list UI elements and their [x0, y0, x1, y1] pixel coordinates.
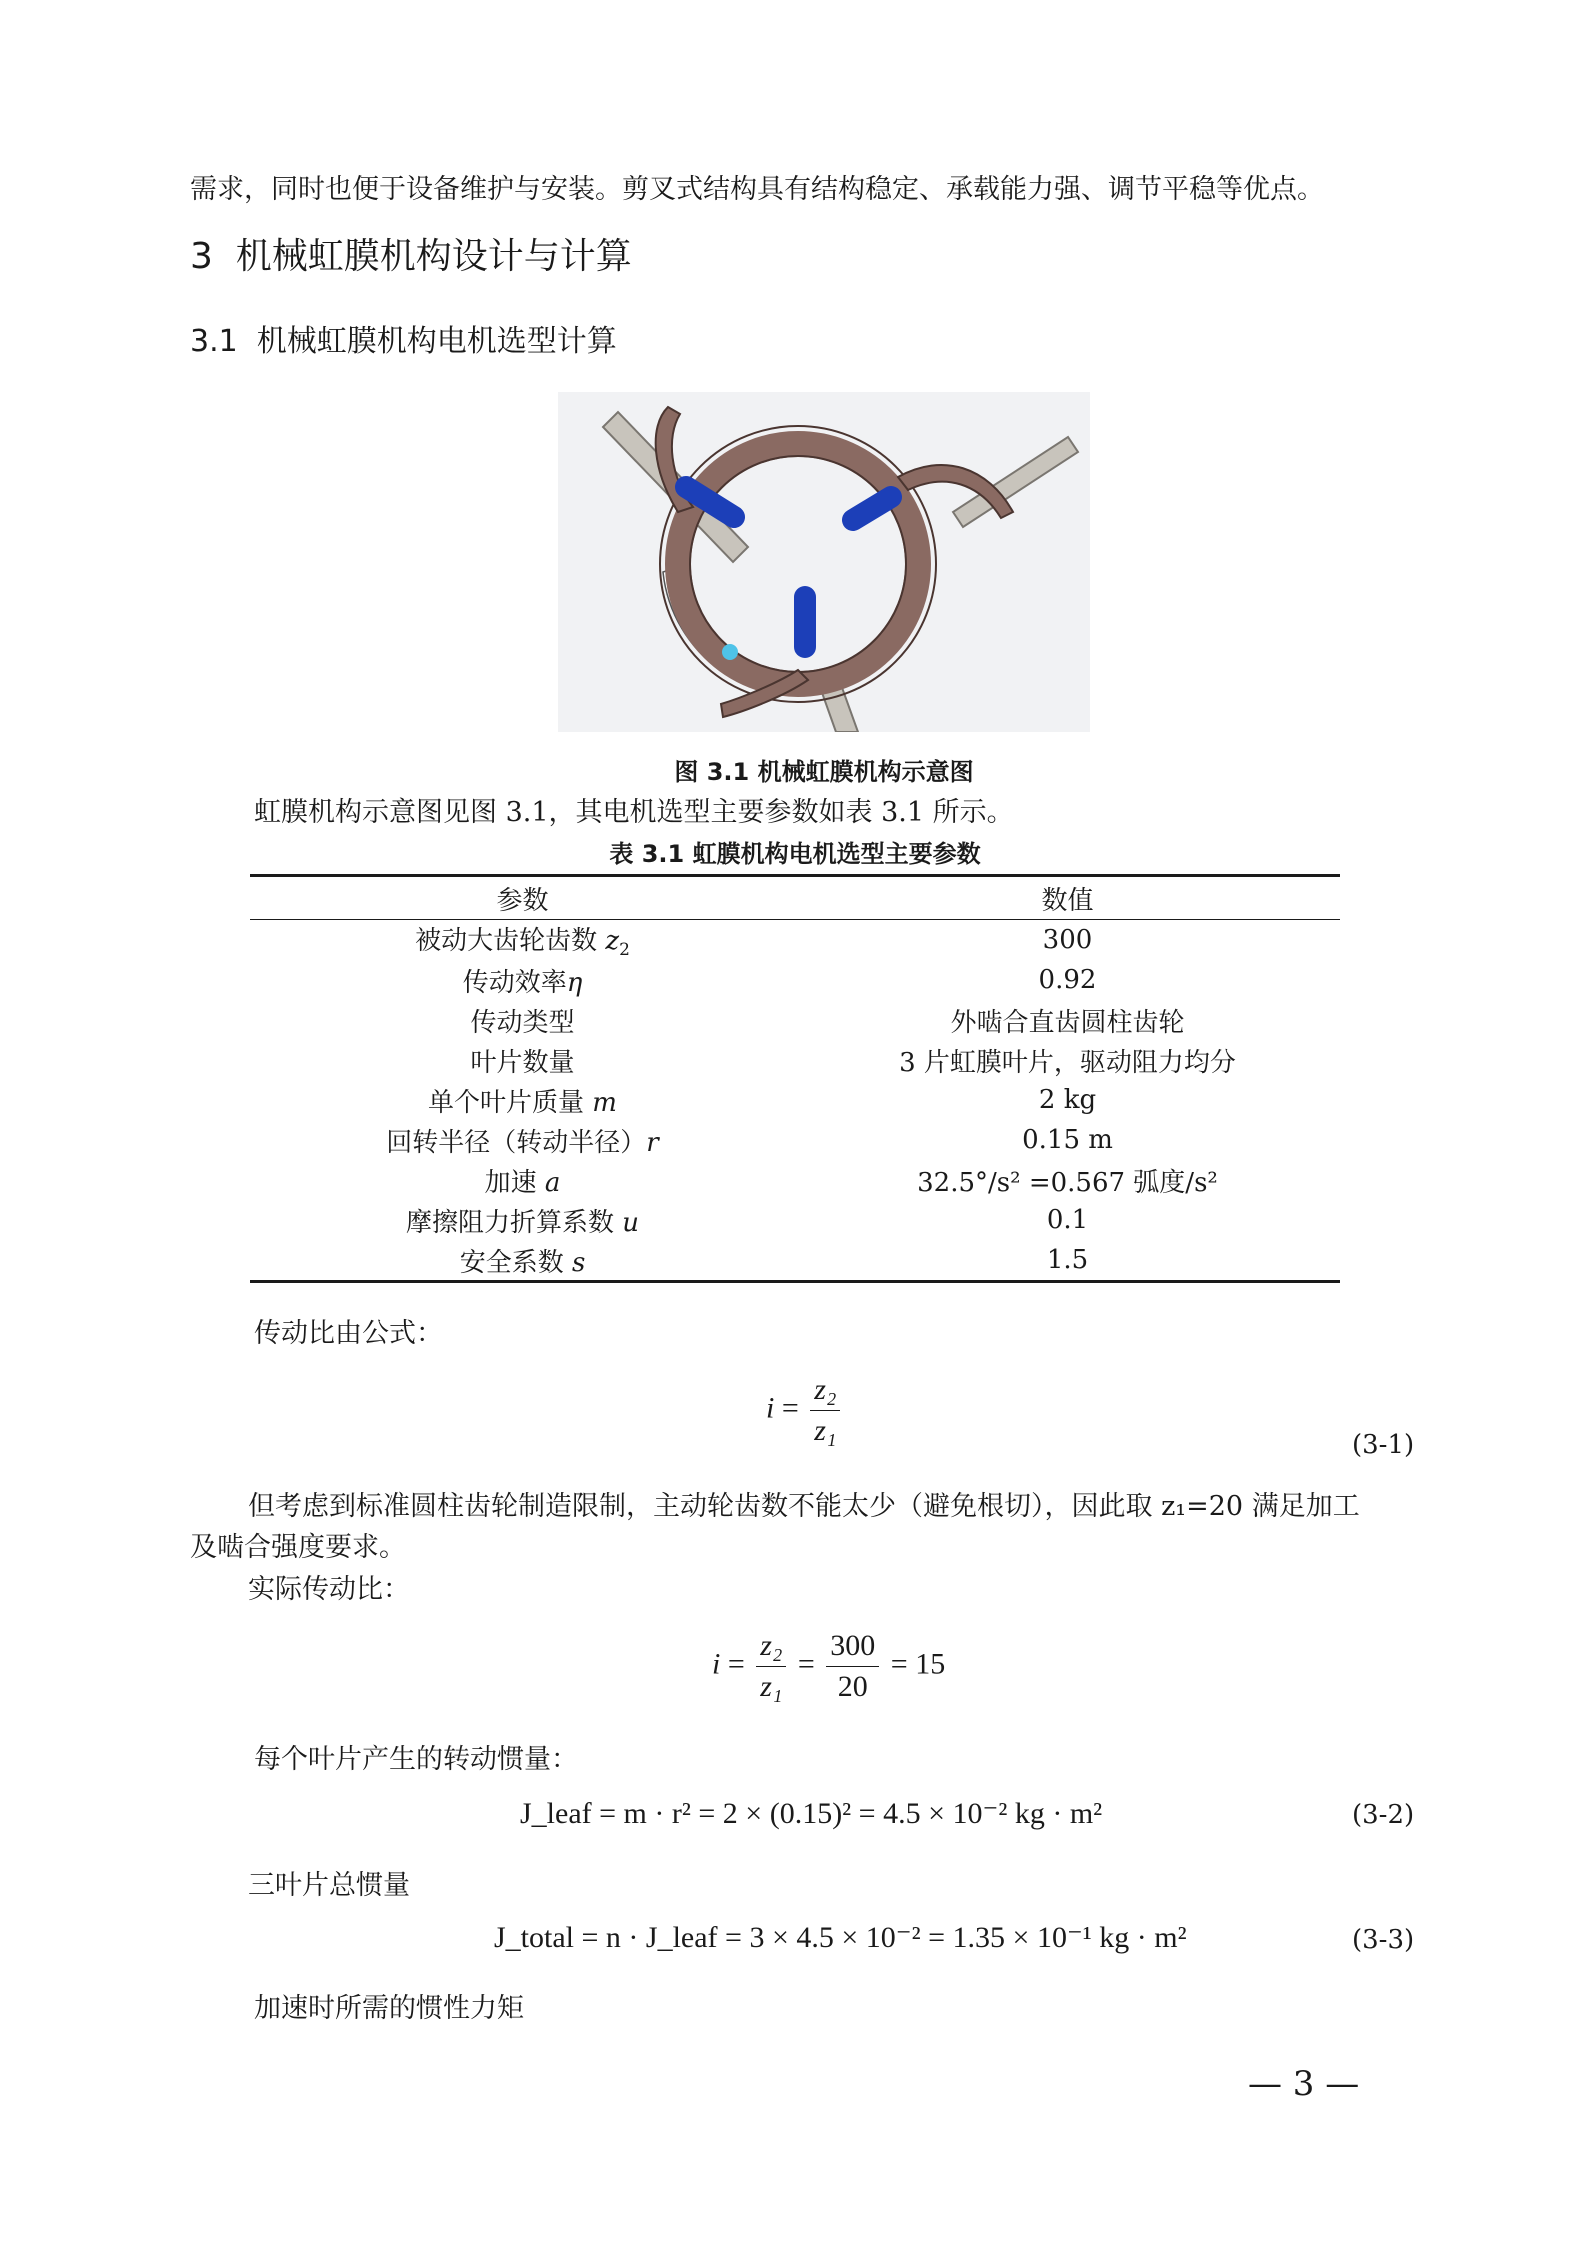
param-name: 安全系数	[459, 1247, 572, 1278]
param-value: 0.1	[1046, 1205, 1089, 1236]
eq1-number: (3-1)	[1352, 1430, 1415, 1460]
para-limit-line2: 及啮合强度要求。	[190, 1532, 406, 1563]
param-symbol: m	[592, 1087, 617, 1118]
eq-ratio-num2: 300	[826, 1628, 879, 1667]
table-row	[250, 1200, 1340, 1240]
table-row	[250, 1120, 1340, 1160]
param-value: 0.15 m	[1022, 1125, 1113, 1156]
param-symbol: u	[622, 1207, 639, 1238]
param-value: 2 kg	[1038, 1085, 1097, 1116]
para-total: 三叶片总惯量	[248, 1870, 410, 1901]
subsection-number: 3.1	[190, 324, 238, 359]
param-symbol: r	[646, 1127, 659, 1158]
table-header-value: 数值	[795, 877, 1340, 920]
section-number: 3	[190, 236, 213, 277]
para-limit-line1: 但考虑到标准圆柱齿轮制造限制，主动轮齿数不能太少（避免根切），因此取 z₁=20 满足加工	[248, 1491, 1360, 1522]
para-inertia: 每个叶片产生的转动惯量：	[254, 1744, 578, 1775]
para-figure-ref: 虹膜机构示意图见图 3.1，其电机选型主要参数如表 3.1 所示。	[254, 797, 1014, 828]
param-name: 摩擦阻力折算系数	[405, 1207, 623, 1238]
param-value: 300	[1042, 925, 1093, 956]
eq-ratio-result: 15	[915, 1647, 946, 1681]
table-row	[250, 960, 1340, 1000]
params-table	[250, 877, 1340, 1280]
para-actual-ratio: 实际传动比：	[248, 1574, 410, 1605]
param-name-cell	[250, 1000, 795, 1040]
section-heading	[190, 228, 632, 279]
iris-mechanism-figure	[558, 392, 1090, 732]
param-symbol: η	[566, 967, 583, 998]
param-name: 被动大齿轮齿数	[415, 926, 606, 956]
table-row	[250, 1160, 1340, 1200]
param-value: 32.5°/s² =0.567 弧度/s²	[917, 1167, 1218, 1198]
pivot-marker	[722, 644, 738, 660]
param-name-cell	[250, 1200, 795, 1240]
param-name-cell	[250, 1080, 795, 1120]
intro-line: 需求，同时也便于设备维护与安装。剪叉式结构具有结构稳定、承载能力强、调节平稳等优点。	[190, 174, 1324, 205]
iris-mechanism-diagram	[558, 392, 1090, 732]
param-symbol: a	[544, 1167, 561, 1198]
para-torque: 加速时所需的惯性力矩	[254, 1993, 524, 2024]
param-name: 传动效率	[462, 967, 567, 998]
blade-right	[853, 497, 891, 520]
eq-ratio-den2: 20	[837, 1670, 868, 1703]
eq1-lhs: i	[766, 1391, 775, 1425]
eq-ratio-lhs: i	[712, 1647, 721, 1681]
subsection-heading	[190, 316, 617, 360]
param-name-cell	[250, 920, 795, 961]
params-table-wrapper	[250, 874, 1340, 1283]
table-row	[250, 920, 1340, 961]
param-value: 3 片虹膜叶片，驱动阻力均分	[899, 1047, 1236, 1078]
eq1-denominator: z₁	[814, 1414, 837, 1447]
param-name-cell	[250, 1240, 795, 1280]
param-symbol: z	[605, 926, 620, 956]
param-name: 叶片数量	[470, 1047, 575, 1078]
param-symbol: s	[571, 1247, 586, 1278]
param-value: 外啮合直齿圆柱齿轮	[950, 1007, 1185, 1038]
eq3-number: (3-3)	[1352, 1925, 1415, 1955]
figure-caption: 图 3.1 机械虹膜机构示意图	[674, 758, 974, 786]
page-number: — 3 —	[1248, 2064, 1360, 2104]
param-name: 回转半径（转动半径）	[386, 1127, 647, 1158]
param-name-cell	[250, 1160, 795, 1200]
equation-3-1: i = $\frac{\text{z₂}}{\text{z₁}}$	[766, 1372, 844, 1449]
table-row	[250, 1000, 1340, 1040]
eq1-numerator: z₂	[810, 1372, 840, 1411]
table-header-param: 参数	[250, 877, 795, 920]
param-value: 1.5	[1046, 1245, 1089, 1276]
param-name-cell	[250, 1040, 795, 1080]
table-row	[250, 1040, 1340, 1080]
eq-ratio-den1: z₁	[760, 1670, 783, 1703]
param-name: 加速	[484, 1167, 545, 1198]
eq-ratio-num1: z₂	[756, 1628, 786, 1667]
param-name-cell	[250, 1120, 795, 1160]
table-caption: 表 3.1 虹膜机构电机选型主要参数	[609, 840, 981, 868]
equation-3-2: J_leaf = m · r² = 2 × (0.15)² = 4.5 × 10⁻² kg · m²	[520, 1797, 1103, 1830]
equation-ratio: i = $\frac{\text{z₂}}{\text{z₁}}$ = $\frac{300}{20}$ = 15	[712, 1629, 946, 1703]
table-row	[250, 1240, 1340, 1280]
param-name-cell	[250, 960, 795, 1000]
eq2-number: (3-2)	[1352, 1800, 1415, 1830]
param-subscript: 2	[619, 940, 630, 961]
section-title: 机械虹膜机构设计与计算	[235, 236, 632, 277]
param-name: 单个叶片质量	[428, 1087, 593, 1118]
para-ratio-formula: 传动比由公式：	[254, 1318, 443, 1349]
equation-3-3: J_total = n · J_leaf = 3 × 4.5 × 10⁻² = 1.35 × 10⁻¹ kg · m²	[494, 1921, 1187, 1954]
subsection-title: 机械虹膜机构电机选型计算	[256, 324, 617, 359]
param-name: 传动类型	[470, 1007, 575, 1038]
param-value: 0.92	[1038, 965, 1097, 996]
table-row	[250, 1080, 1340, 1120]
